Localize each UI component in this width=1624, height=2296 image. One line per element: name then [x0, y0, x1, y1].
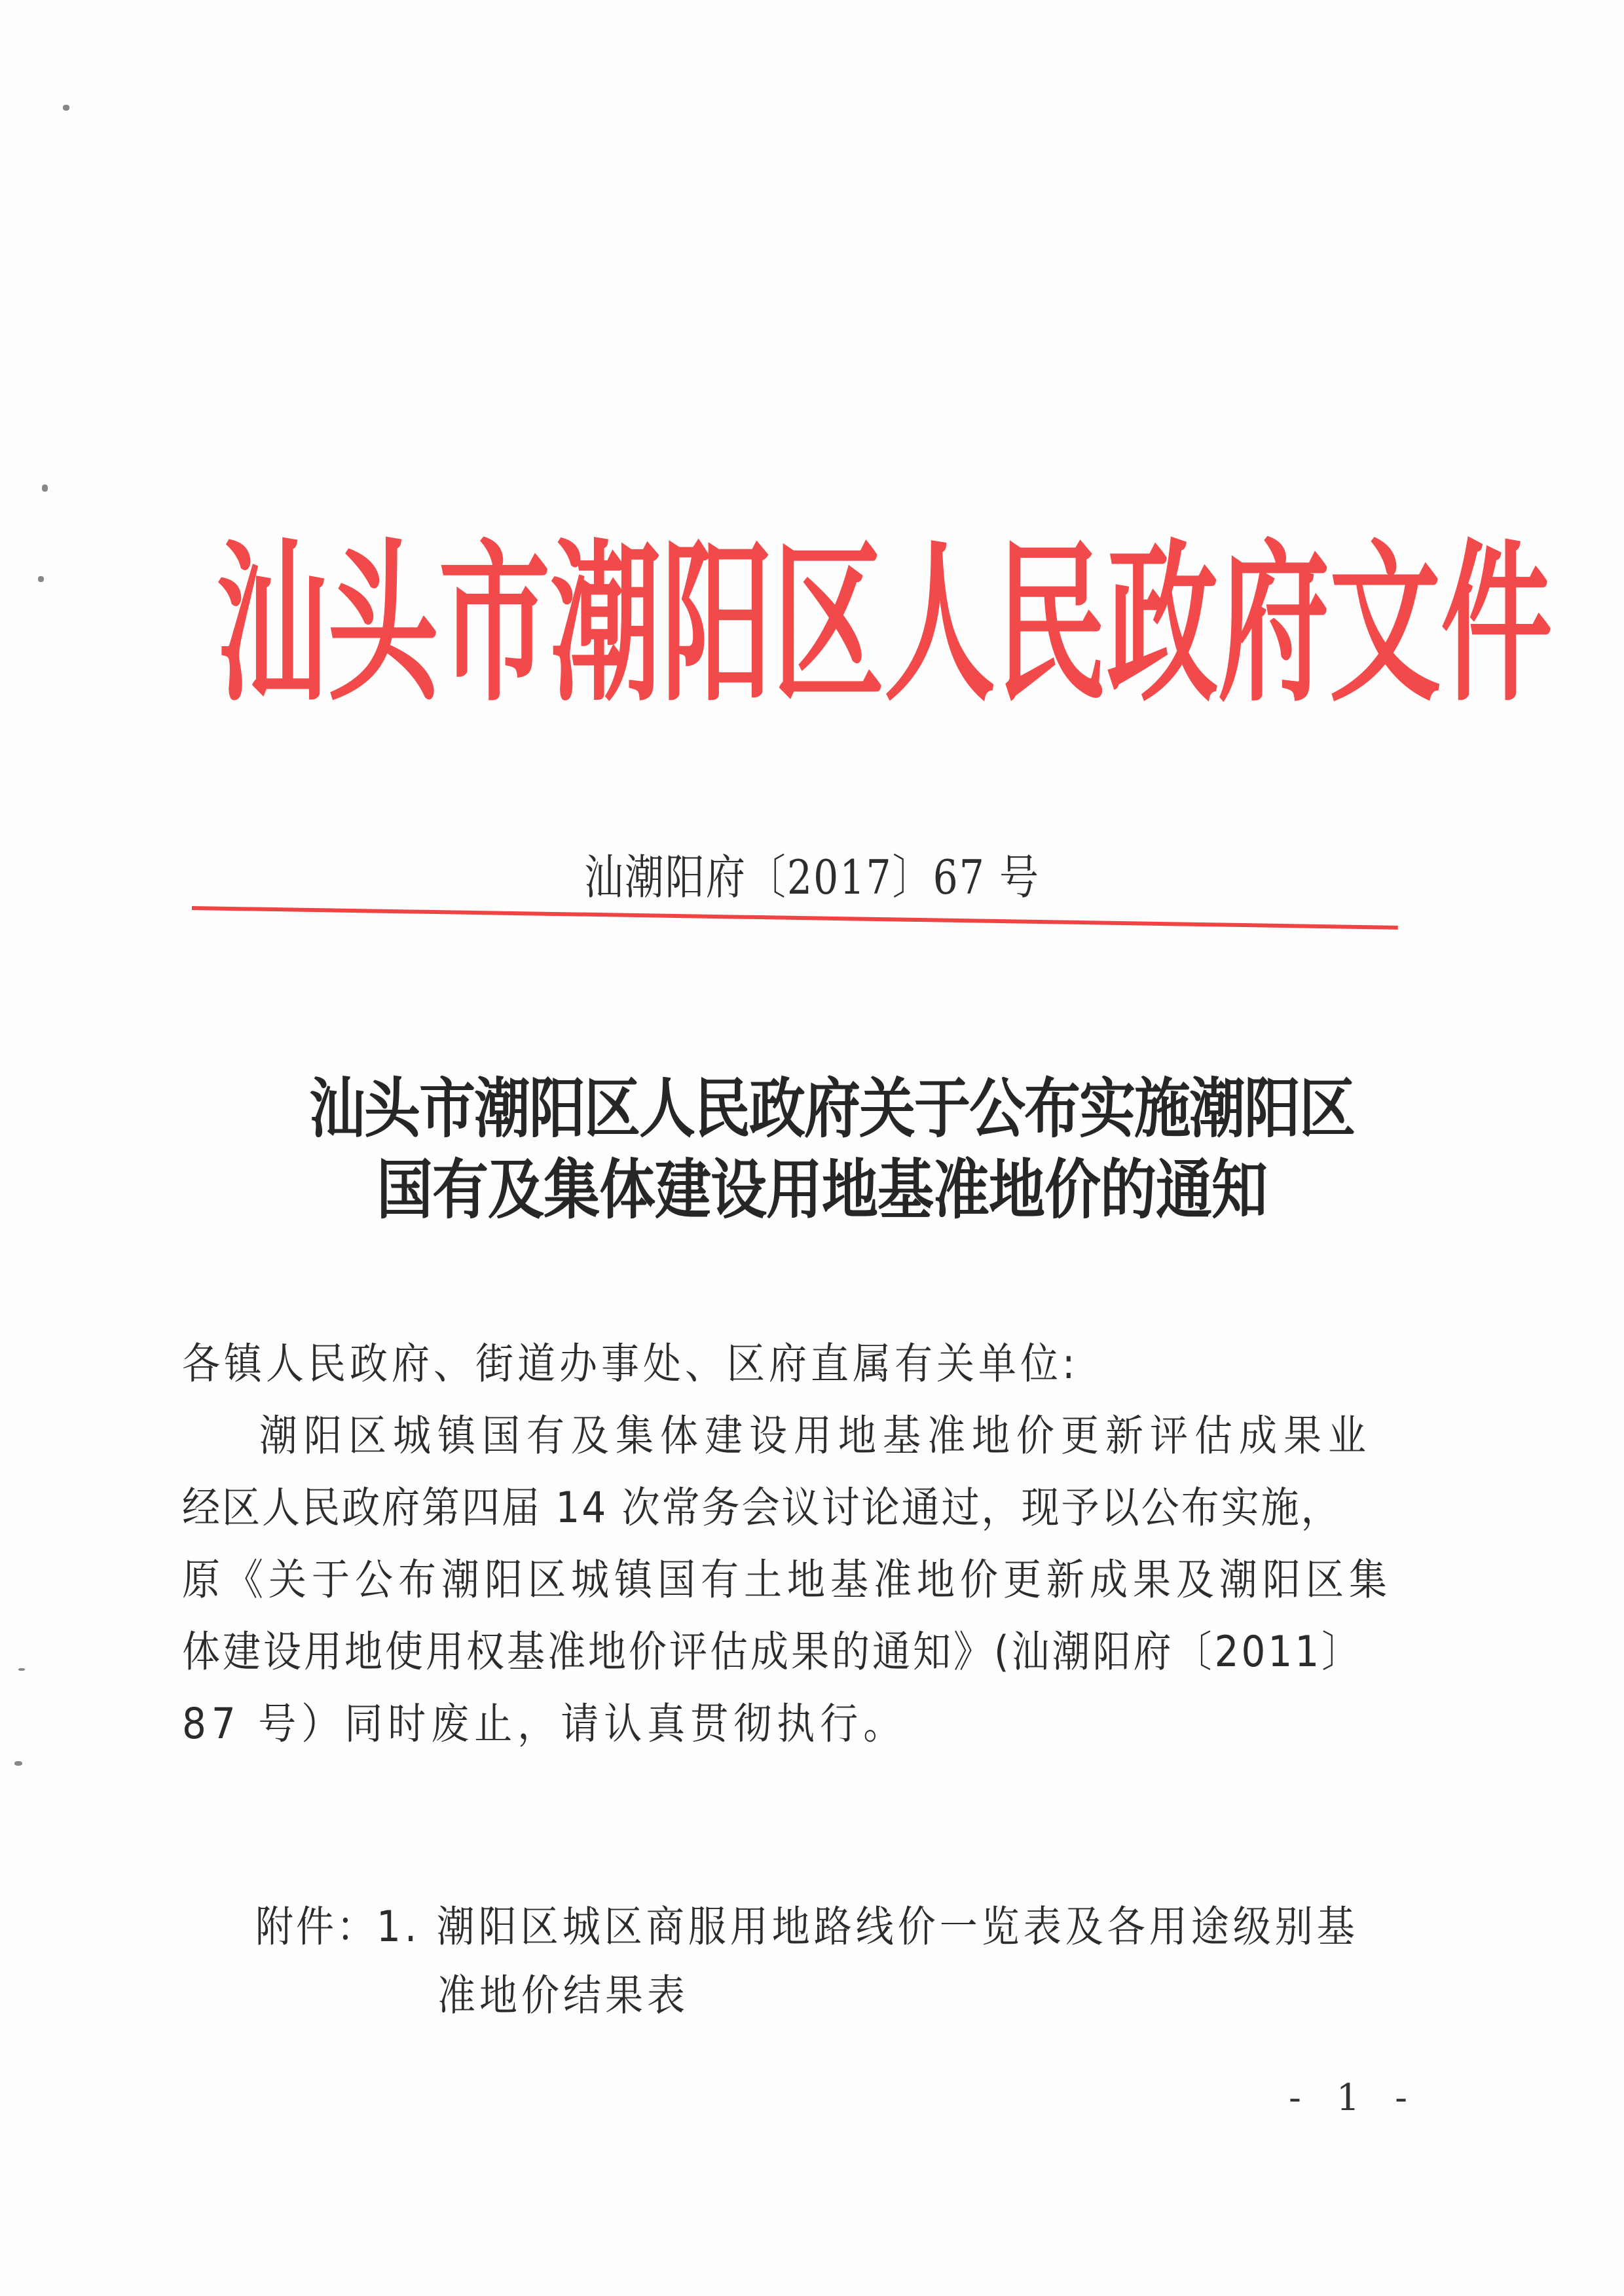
masthead-char: 区 [773, 524, 885, 726]
document-title [0, 1068, 1624, 1231]
body-line-3: 原《关于公布潮阳区城镇国有土地基准地价更新成果及潮阳区集 [182, 1554, 1393, 1605]
body-line-4: 体建设用地使用权基准地价评估成果的通知》(汕潮阳府〔2011〕 [182, 1626, 1363, 1677]
masthead-char: 人 [884, 524, 996, 726]
attachments-label: 附件： [255, 1901, 378, 1952]
masthead-char: 政 [1107, 524, 1219, 726]
attachment-item-1: 1. 潮阳区城区商服用地路线价一览表及各用途级别基 [377, 1901, 1359, 1952]
title-line-2: 国有及集体建设用地基准地价的通知 [377, 1152, 1267, 1228]
masthead-char: 件 [1441, 524, 1553, 726]
masthead-char: 文 [1329, 524, 1441, 726]
document-number-text: 汕潮阳府〔2017〕67 号 [583, 850, 1041, 905]
masthead-char: 市 [439, 524, 551, 726]
red-separator-rule [192, 906, 1398, 930]
salutation: 各镇人民政府、街道办事处、区府直属有关单位: [182, 1338, 1079, 1389]
attachment-item-1-continued: 准地价结果表 [437, 1970, 690, 2020]
scan-speck [14, 1761, 22, 1766]
masthead-char: 潮 [550, 524, 662, 726]
page-number: - 1 - [1289, 2077, 1420, 2119]
body-line-5: 87 号）同时废止，请认真贯彻执行。 [182, 1698, 907, 1749]
masthead-char: 头 [327, 524, 439, 726]
scan-speck [63, 105, 69, 111]
masthead-char: 府 [1218, 524, 1330, 726]
body-line-1: 潮阳区城镇国有及集体建设用地基准地价更新评估成果业 [259, 1410, 1373, 1461]
body-line-2: 经区人民政府第四届 14 次常务会议讨论通过，现予以公布实施， [182, 1482, 1341, 1533]
scan-speck [38, 576, 44, 582]
masthead-char: 民 [995, 524, 1107, 726]
scan-speck [18, 1668, 25, 1671]
masthead-char: 汕 [216, 524, 328, 726]
scan-speck [42, 484, 48, 492]
document-number [0, 846, 1624, 905]
issuer-masthead [216, 524, 1553, 726]
masthead-char: 阳 [661, 524, 773, 726]
document-body [182, 1329, 1393, 1853]
title-line-1: 汕头市潮阳区人民政府关于公布实施潮阳区 [309, 1070, 1354, 1147]
